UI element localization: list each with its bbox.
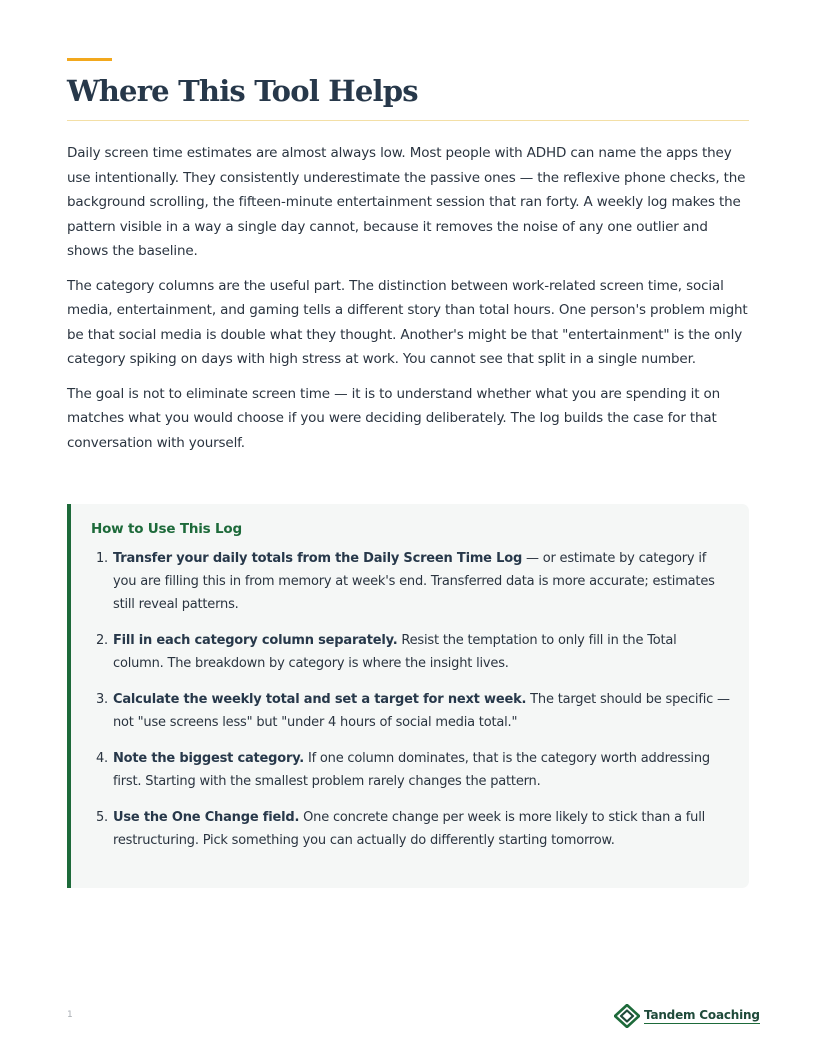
list-item-text: If one column dominates, that is the category worth addressing first. Starting with the smallest problem rarely changes the pattern. <box>113 751 710 789</box>
list-item-number: 1. <box>95 551 108 566</box>
list-item-lead: Note the biggest category. <box>113 751 305 766</box>
paragraph: The goal is not to eliminate screen time — it is to understand whether what you are spending it on matches what you would choose if you were deciding deliberately. The log builds the case for that conversation with yourself. <box>67 385 721 451</box>
list-item-text: The target should be specific — not "use screens less" but "under 4 hours of social media total." <box>113 692 730 730</box>
page-title: Where This Tool Helps <box>67 74 418 108</box>
instructions-list <box>91 547 731 865</box>
list-item-lead: Calculate the weekly total and set a target for next week. <box>113 692 527 707</box>
paragraph: Daily screen time estimates are almost always low. Most people with ADHD can name the apps they use intentionally. They consistently underestimate the passive ones — the reflexive phone checks, the background scrolling, the fifteen-minute entertainment session that ran forty. A weekly log makes the pattern visible in a way a single day cannot, because it removes the noise of any one outlier and shows the baseline. <box>67 145 746 259</box>
list-item <box>91 688 731 734</box>
list-item <box>91 747 731 793</box>
list-item-text: — or estimate by category if you are filling this in from memory at week's end. Transferred data is more accurate; estimates still reveal patterns. <box>113 551 715 612</box>
paragraph: The category columns are the useful part. The distinction between work-related screen time, social media, entertainment, and gaming tells a different story than total hours. One person's problem might be that social media is double what they thought. Another's might be that "entertainment" is the only category spiking on days with high stress at work. You cannot see that split in a single number. <box>67 277 748 367</box>
list-item-number: 5. <box>95 810 108 825</box>
list-item-number: 4. <box>95 751 108 766</box>
list-item <box>91 806 731 852</box>
callout-heading: How to Use This Log <box>91 521 242 537</box>
list-item-text: Resist the temptation to only fill in the Total column. The breakdown by category is where the insight lives. <box>113 633 677 671</box>
list-item <box>91 547 731 616</box>
list-item-lead: Transfer your daily totals from the Daily Screen Time Log <box>113 551 523 566</box>
brand-logo <box>614 1004 760 1028</box>
list-item-number: 3. <box>95 692 108 707</box>
list-item <box>91 629 731 675</box>
list-item-number: 2. <box>95 633 108 648</box>
body-text <box>67 141 749 465</box>
diamond-logo-icon <box>614 1004 640 1028</box>
title-divider <box>67 120 749 121</box>
list-item-lead: Use the One Change field. <box>113 810 300 825</box>
title-accent-bar <box>67 58 112 61</box>
brand-name: Tandem Coaching <box>644 1008 760 1022</box>
list-item-lead: Fill in each category column separately. <box>113 633 398 648</box>
list-item-text: One concrete change per week is more likely to stick than a full restructuring. Pick something you can actually do differently starting tomorrow. <box>113 810 706 848</box>
page-number: 1 <box>67 1010 73 1020</box>
how-to-use-callout <box>67 504 749 888</box>
